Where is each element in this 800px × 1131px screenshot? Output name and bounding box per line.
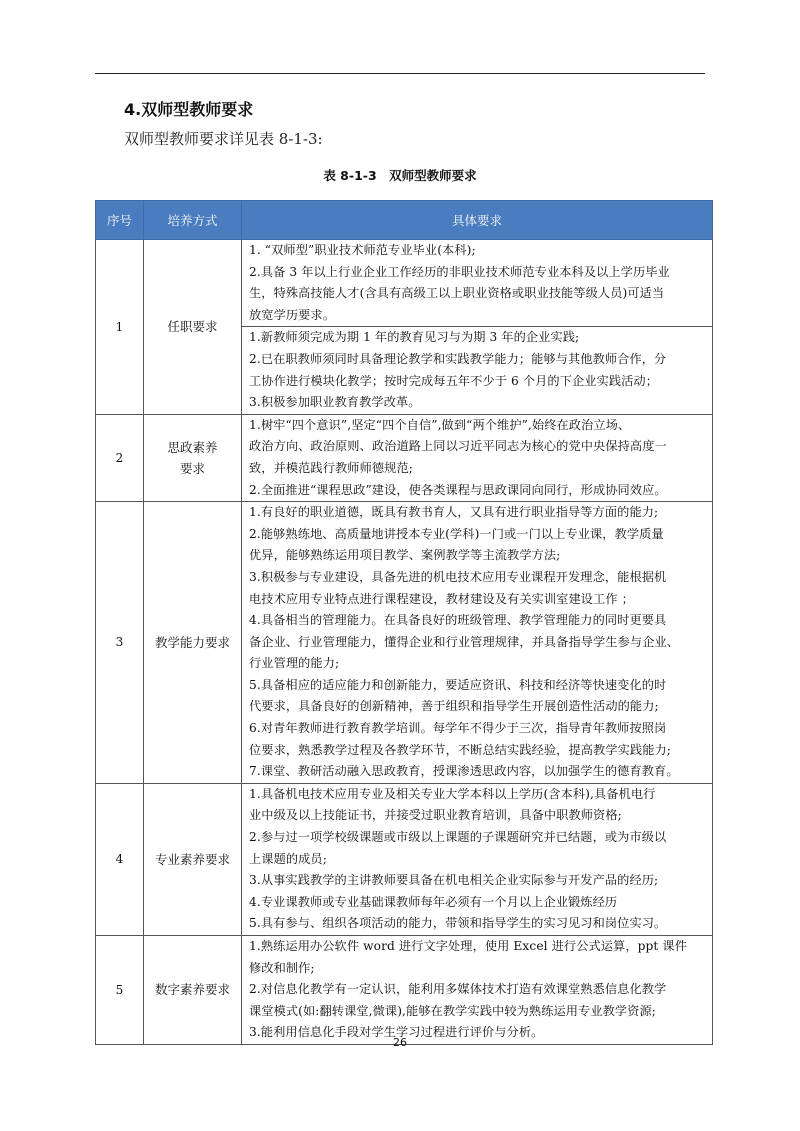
detail-line: 1.有良好的职业道德，既具有教书育人，又具有进行职业指导等方面的能力; [249,505,659,520]
detail-block [242,415,712,501]
detail-line: 1.熟练运用办公软件 word 进行文字处理，使用 Excel 进行公式运算，ppt 课件 [249,939,687,953]
method-line: 教学能力要求 [154,634,230,650]
row-number: 4 [96,783,144,935]
detail-line: 2.全面推进“课程思政”建设，使各类课程与思政课同向同行，形成协同效应。 [249,482,667,497]
method-line: 思政素养 [167,439,218,455]
table-row [96,502,713,784]
page-number: 26 [393,1036,407,1049]
detail-line: 课堂模式(如:翻转课堂,微课),能够在教学实践中较为熟练运用专业教学资源; [249,1003,656,1018]
detail-line: 2.具备 3 年以上行业企业工作经历的非职业技术师范专业本科及以上学历毕业 [249,264,670,279]
detail-block [242,502,712,783]
table-row [96,414,713,501]
detail-line: 修改和制作; [249,960,315,975]
detail-line: 上课题的成员; [249,851,327,866]
detail-block [242,240,712,326]
intro-text: 双师型教师要求详见表 8-1-3: [124,130,323,148]
row-method [144,502,242,784]
row-number: 5 [96,936,144,1045]
table-row [96,783,713,935]
row-method [144,936,242,1045]
header-number: 序号 [96,201,144,240]
detail-line: 3.积极参加职业教育教学改革。 [249,395,421,410]
detail-line: 2.参与过一项学校级课题或市级以上课题的子课题研究并已结题，或为市级以 [249,830,667,845]
detail-block [242,784,712,935]
table-row [96,240,713,415]
detail-line: 3.积极参与专业建设，具备先进的机电技术应用专业课程开发理念，能根据机 [249,569,667,584]
detail-line: 3.能利用信息化手段对学生学习过程进行评价与分析。 [249,1025,544,1040]
method-line: 专业素养要求 [154,851,230,867]
row-detail [242,936,713,1045]
detail-block [242,936,712,1044]
row-number: 3 [96,502,144,784]
detail-line: 业中级及以上技能证书，并接受过职业教育培训，具备中职教师资格; [249,808,622,823]
detail-line: 4.专业课教师或专业基础课教师每年必须有一个月以上企业锻炼经历 [249,894,618,909]
header-rule [95,73,705,74]
detail-line: 电技术应用专业特点进行课程建设，教材建设及有关实训室建设工作 ； [249,591,634,606]
detail-line: 优异，能够熟练运用项目教学、案例教学等主流教学方法; [249,548,561,563]
method-line: 任职要求 [167,319,218,335]
detail-line: 备企业、行业管理能力，懂得企业和行业管理规律，并具备指导学生参与企业、 [249,634,680,649]
row-method [144,414,242,501]
detail-block [242,326,712,413]
detail-line: 代要求，具备良好的创新精神，善于组织和指导学生开展创造性活动的能力; [249,699,659,714]
table-header-row [96,201,713,240]
detail-line: 5.具备相应的适应能力和创新能力，要适应资讯、科技和经济等快速变化的时 [249,677,667,692]
detail-line: 4.具备相当的管理能力。在具备良好的班级管理、教学管理能力的同时更要具 [249,613,667,628]
row-number: 1 [96,240,144,415]
table-row [96,936,713,1045]
detail-line: 1. “双师型”职业技术师范专业毕业(本科); [249,243,476,257]
row-detail [242,414,713,501]
detail-line: 位要求，熟悉教学过程及各教学环节，不断总结实践经验，提高教学实践能力; [249,742,671,757]
detail-line: 6.对青年教师进行教育教学培训。每学年不得少于三次，指导青年教师按照岗 [249,721,667,736]
row-detail [242,502,713,784]
method-line: 要求 [179,460,205,476]
section-heading: 4.双师型教师要求 [124,100,254,119]
row-detail [242,240,713,415]
detail-line: 行业管理的能力; [249,656,340,671]
detail-line: 致，并模范践行教师师德规范; [249,460,413,475]
detail-line: 放宽学历要求。 [249,307,336,322]
row-method [144,783,242,935]
detail-line: 2.对信息化教学有一定认识，能利用多媒体技术打造有效课堂熟悉信息化教学 [249,982,667,997]
detail-line: 7.课堂、教研活动融入思政教育，授课渗透思政内容，以加强学生的德育教育。 [249,764,679,779]
header-detail: 具体要求 [242,201,713,240]
detail-line: 3.从事实践教学的主讲教师要具备在机电相关企业实际参与开发产品的经历; [249,873,659,888]
detail-line: 1.树牢“四个意识”,坚定“四个自信”,做到“两个维护”,始终在政治立场、 [249,417,631,432]
detail-line: 政治方向、政治原则、政治道路上同以习近平同志为核心的党中央保持高度一 [249,439,667,454]
header-method: 培养方式 [144,201,242,240]
detail-line: 工协作进行模块化教学；按时完成每五年不少于 6 个月的下企业实践活动； [249,373,659,388]
detail-line: 2.能够熟练地、高质量地讲授本专业(学科)一门或一门以上专业课，教学质量 [249,526,664,541]
detail-line: 生，特殊高技能人才(含具有高级工以上职业资格或职业技能等级人员)可适当 [249,286,665,301]
detail-line: 1.具备机电技术应用专业及相关专业大学本科以上学历(含本科),具备机电行 [249,786,656,801]
method-line: 数字素养要求 [154,982,230,998]
detail-line: 5.具有参与、组织各项活动的能力，带领和指导学生的实习见习和岗位实习。 [249,916,667,931]
table-caption: 表 8-1-3 双师型教师要求 [323,168,477,183]
detail-line: 2.已在职教师须同时具备理论教学和实践教学能力；能够与其他教师合作，分 [249,351,667,366]
requirements-table [95,200,713,1045]
row-detail [242,783,713,935]
detail-line: 1.新教师须完成为期 1 年的教育见习与为期 3 年的企业实践; [249,330,580,345]
row-number: 2 [96,414,144,501]
row-method [144,240,242,415]
